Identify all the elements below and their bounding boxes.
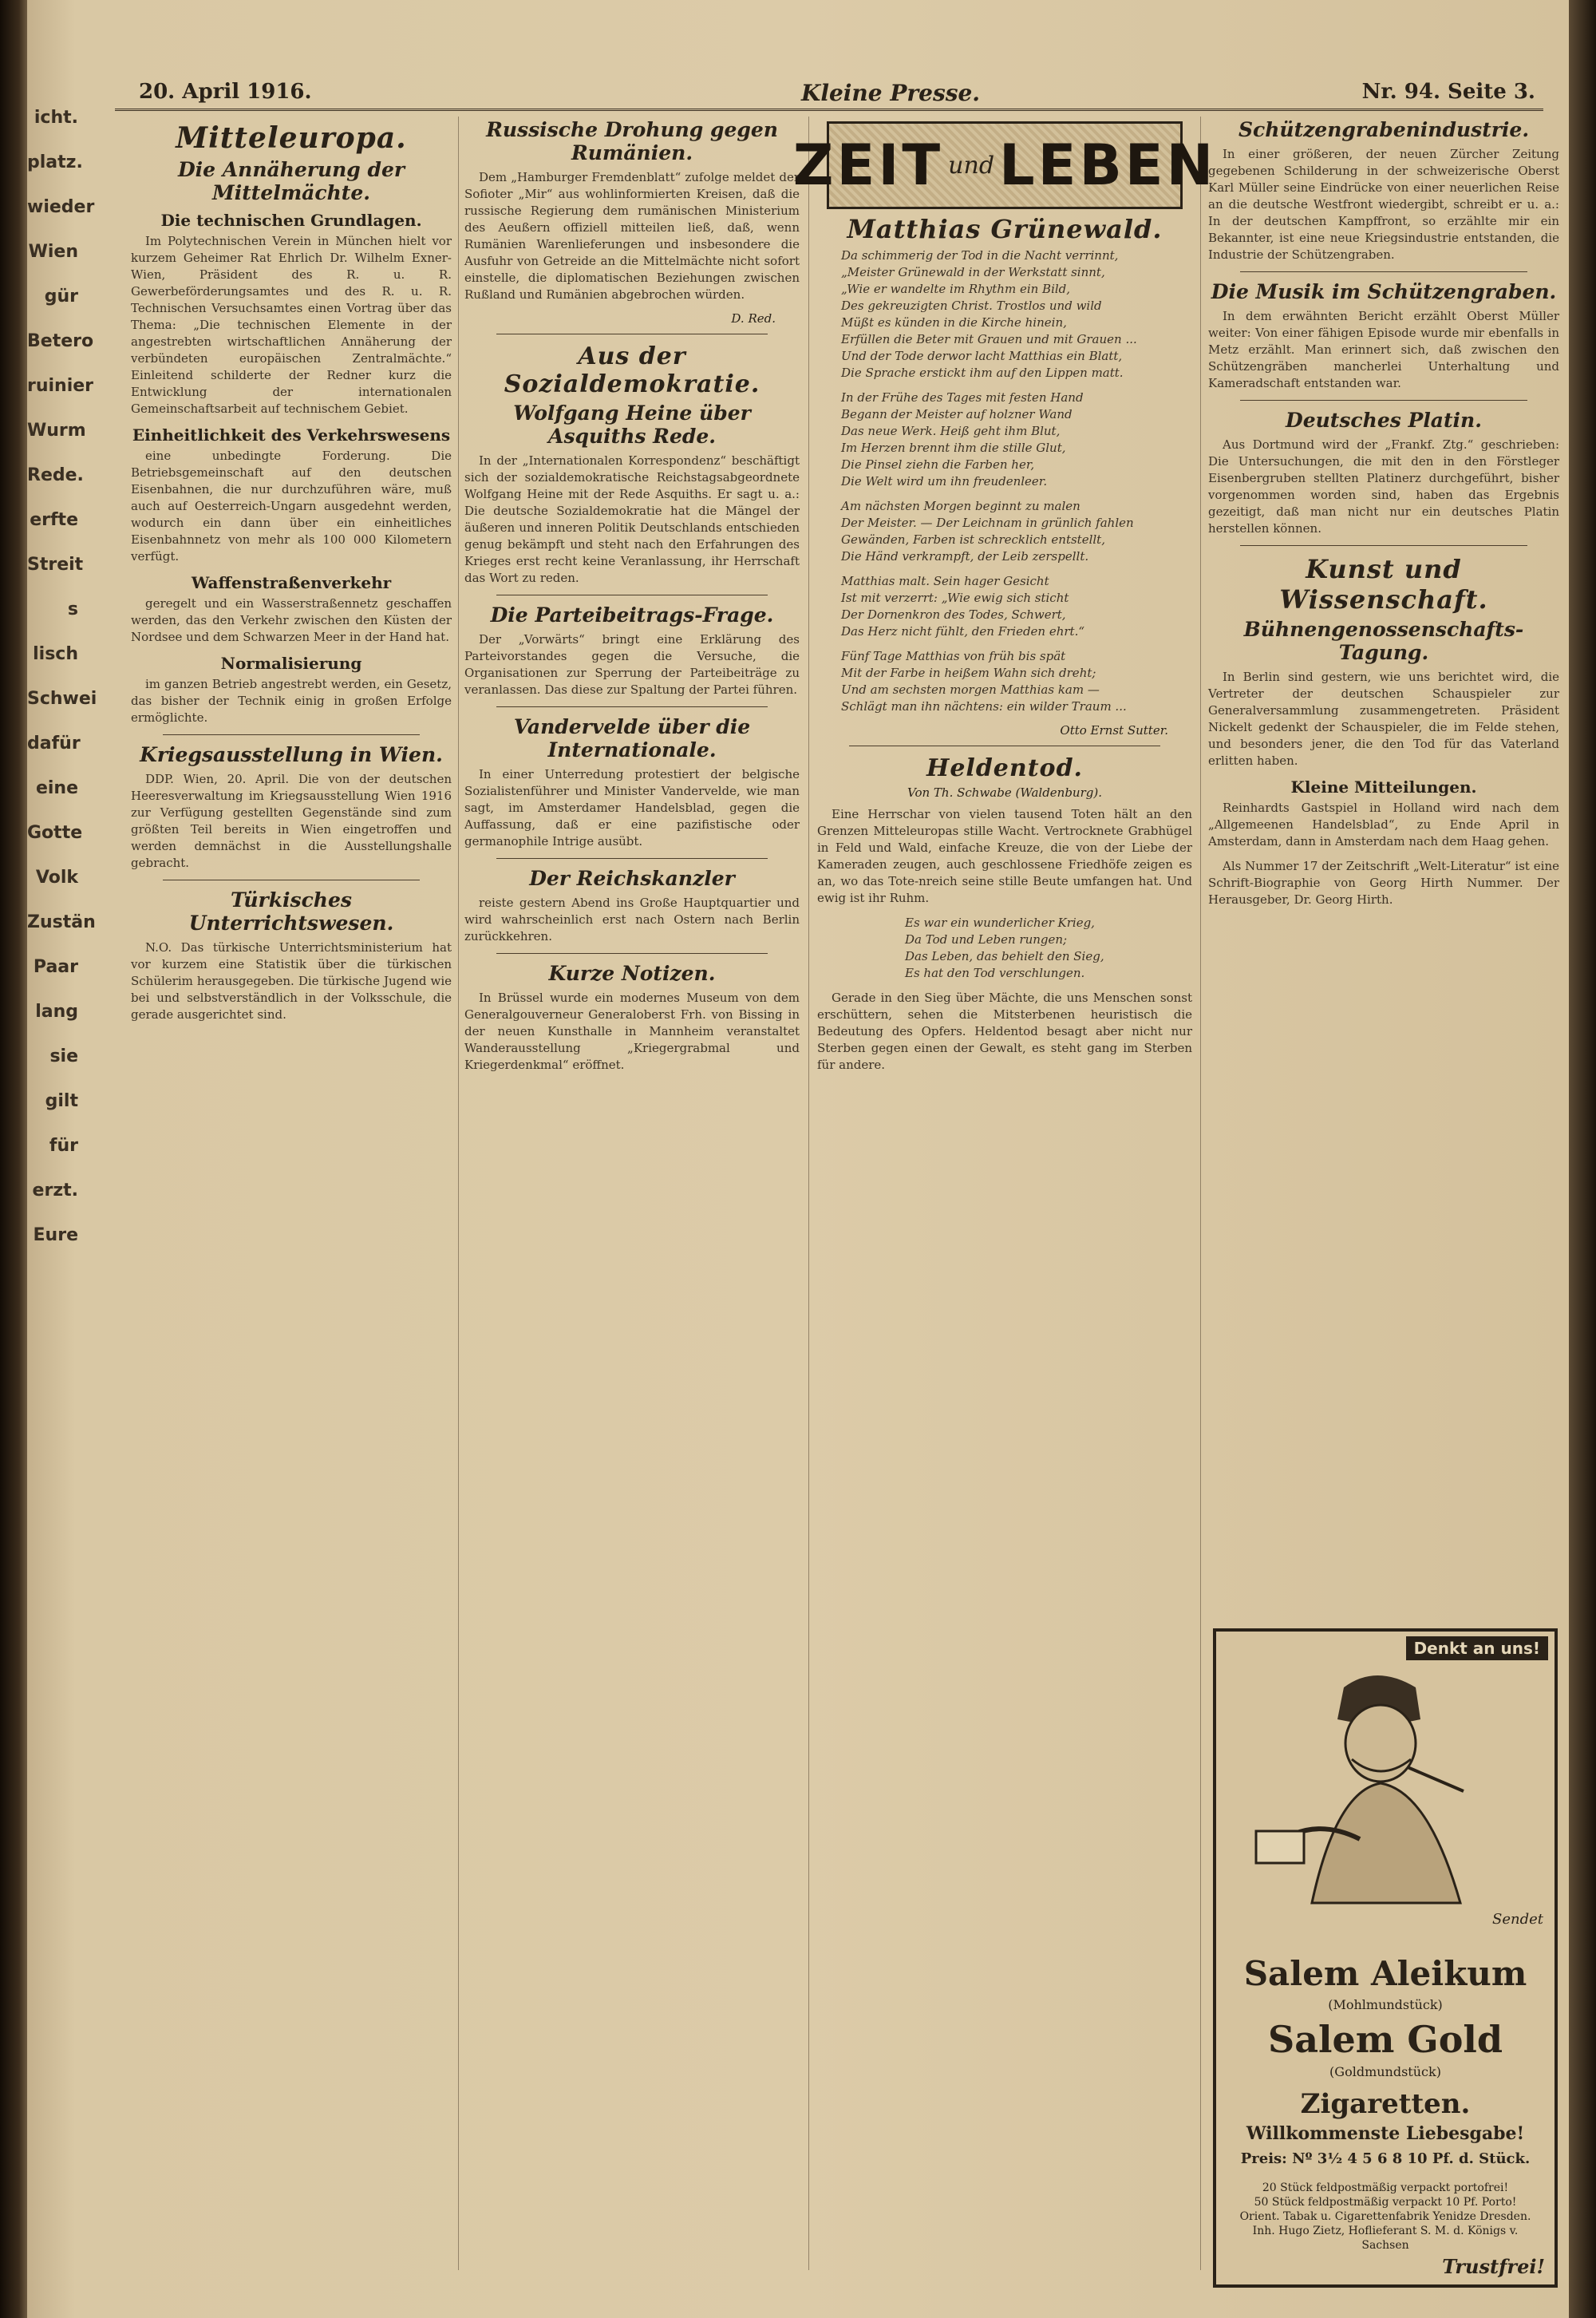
bleed-word: platz.: [27, 152, 83, 172]
poem-line: In der Frühe des Tages mit festen Hand: [841, 390, 1084, 405]
article-paragraph: Als Nummer 17 der Zeitschrift „Welt-Literatur“ ist eine Schrift-Biographie von Georg Hirth Nummer. Der Herausgeber, Dr. Georg Hirth.: [1208, 859, 1559, 907]
poem-stanza: [905, 915, 1192, 982]
bleed-word: s: [67, 599, 78, 619]
article-signature: D. Red.: [731, 311, 776, 326]
page-number: Nr. 94. Seite 3.: [1361, 80, 1535, 104]
poem-line: Des gekreuzigten Christ. Trostlos und wild: [841, 299, 1102, 313]
shipping-line: 20 Stück feldpostmäßig verpackt portofrei!: [1262, 2182, 1509, 2194]
bleed-word: wieder: [27, 197, 95, 217]
article-title: Kurze Notizen.: [548, 962, 716, 985]
poem-line: Am nächsten Morgen beginnt zu malen: [841, 499, 1080, 513]
issue-date: 20. April 1916.: [139, 80, 312, 104]
adjacent-page-bleed: [27, 96, 97, 2251]
newspaper-title: Kleine Presse.: [801, 80, 981, 106]
article-paragraph: In Berlin sind gestern, wie uns berichtet wird, die Vertreter der deutschen Schauspieler zur Generalversammlung zusammengetreten. Präsident Nickelt gedenkt der Schauspieler, die im Felde stehen, und besonders jener, die den Tod für das Vaterland erlitten haben.: [1208, 670, 1559, 768]
logo-word: und: [948, 151, 995, 180]
article-paragraph: Im Polytechnischen Verein in München hielt vor kurzem Geheimer Rat Ehrlich Dr. Wilhelm Exner-Wien, Präsident des R. u. R. Gewerbeförderungsamtes und des R. u. R. Technischen Versuchsamtes einen Vortrag über das Thema: „Die technischen Elemente in der angestrebten wirtschaftlichen Annäherung der verbündeten europäischen Zentralmächte.“ Einleitend schilderte der Redner kurz die Entwicklung der internationalen Gemeinschaftsarbeit auf technischem Gebiet.: [131, 234, 452, 416]
column-rule: [1200, 117, 1201, 2270]
poem-stanza: [841, 498, 1192, 565]
article-author: Von Th. Schwabe (Waldenburg).: [907, 785, 1102, 800]
bleed-word: Schwei: [27, 689, 97, 709]
salem-cigarette-advertisement: [1213, 1628, 1558, 2288]
page-header: [115, 77, 1543, 111]
article-paragraph: N.O. Das türkische Unterrichtsministerium hat vor kurzem eine Statistik über die türkischen Schülerim herausgegeben. Die türkische Jugend wie bei und selbstverständlich in der Volksschule, die gerade ausgerichtet sind.: [131, 940, 452, 1022]
poem-stanza: [841, 247, 1192, 382]
bleed-word: dafür: [27, 734, 81, 754]
product-name: Zigaretten.: [1300, 2088, 1471, 2120]
article-paragraph: In einer Unterredung protestiert der belgische Sozialistenführer und Minister Vandervelde, wie man sagt, im Amsterdamer Handelsblad, gegen die Auffassung, daß er eine pazifistische oder germanophile Intrige ausübt.: [464, 767, 800, 848]
poem-line: Schlägt man ihn nächtens: ein wilder Traum ...: [841, 699, 1127, 714]
section-heading: Normalisierung: [220, 654, 362, 673]
article-paragraph: im ganzen Betrieb angestrebt werden, ein Gesetz, das bisher der Technik einig in großen Erfolge ermöglichte.: [131, 677, 452, 725]
article-title: Die Parteibeitrags-Frage.: [490, 603, 774, 627]
poem-line: Und am sechsten morgen Matthias kam —: [841, 682, 1100, 697]
bleed-word: gür: [44, 287, 78, 307]
article-subtitle: Die Annäherung der Mittelmächte.: [177, 158, 405, 204]
divider: [1240, 545, 1527, 546]
poem-line: Der Dornenkron des Todes, Schwert,: [841, 607, 1066, 622]
poem-line: Fünf Tage Matthias von früh bis spät: [841, 649, 1066, 663]
poem-line: Begann der Meister auf holzner Wand: [841, 407, 1073, 421]
article-paragraph: Eine Herrschar von vielen tausend Toten hält an den Grenzen Mitteleuropas stille Wacht. Vertrocknete Grabhügel in Feld und Wald, einfache Kreuze, die von der Liebe der Kameraden zeugen, auch geschlossene Friedhöfe zeigen es an, wo das Tote-nreich seine stille Beute umfangen hat. Und ewig ist ihr Ruhm.: [817, 807, 1192, 905]
article-paragraph: Gerade in den Sieg über Mächte, die uns Menschen sonst erschüttern, sehen die Mitsterbenen heuristisch die Bedeutung des Opfers. Heldentod besagt aber nicht nur Sterben gegen einen der Gewalt, es steht gang im Sterben für andere.: [817, 991, 1192, 1072]
bleed-word: Gotte: [27, 823, 83, 843]
bleed-word: Betero: [27, 331, 94, 351]
article-paragraph: eine unbedingte Forderung. Die Betriebsgemeinschaft auf den deutschen Eisenbahnen, die nur durchzuführen wäre, muß auch auf Oesterreich-Ungarn ausgedehnt werden, wodurch ein dann über ein einheitliches Eisenbahnnetz von mehr als 100 000 Kilometern verfügt.: [131, 449, 452, 564]
poem-line: Das Leben, das behielt den Sieg,: [905, 949, 1104, 963]
poem-line: Da Tod und Leben rungen;: [905, 932, 1068, 947]
poem-line: Ist mit verzerrt: „Wie ewig sich sticht: [841, 591, 1069, 605]
divider: [163, 734, 420, 735]
article-title: Russische Drohung gegen Rumänien.: [486, 118, 778, 164]
article-subtitle: Wolfgang Heine über Asquiths Rede.: [513, 401, 751, 448]
poem-line: Mit der Farbe in heißem Wahn sich dreht;: [841, 666, 1096, 680]
divider: [1240, 271, 1527, 272]
shipping-line: 50 Stück feldpostmäßig verpackt 10 Pf. Porto!: [1254, 2196, 1517, 2209]
poem-line: Die Welt wird um ihn freudenleer.: [841, 474, 1048, 489]
logo-word: ZEIT: [792, 133, 944, 198]
divider: [496, 706, 768, 707]
poem-line: Und der Tode derwor lacht Matthias ein Blatt,: [841, 349, 1123, 363]
poem-stanza: [841, 573, 1192, 640]
article-title: Deutsches Platin.: [1286, 409, 1482, 432]
ad-sender: Sendet: [1492, 1911, 1543, 1928]
bleed-word: erfte: [30, 510, 78, 530]
price-line: Preis: Nº 3½ 4 5 6 8 10 Pf. d. Stück.: [1240, 2150, 1531, 2167]
bleed-word: gilt: [45, 1091, 78, 1111]
manufacturer: Orient. Tabak u. Cigarettenfabrik Yenidze Dresden. Inh. Hugo Zietz, Hoflieferant S. M. d. Königs v. Sachsen: [1239, 2210, 1531, 2252]
soldier-illustration: [1224, 1663, 1543, 1919]
poem-line: Müßt es künden in die Kirche hinein,: [841, 315, 1067, 330]
poem-signature: Otto Ernst Sutter.: [1060, 723, 1168, 738]
poem-line: Die Sprache erstickt ihm auf den Lippen matt.: [841, 366, 1124, 380]
ad-slogan: Willkommenste Liebesgabe!: [1246, 2123, 1525, 2144]
article-subtitle: Bühnengenossenschafts-Tagung.: [1243, 618, 1524, 664]
bleed-word: ruinier: [27, 376, 94, 396]
poem-line: Es hat den Tod verschlungen.: [905, 966, 1085, 980]
bleed-word: lang: [35, 1002, 78, 1022]
poem-line: Der Meister. — Der Leichnam in grünlich fahlen: [841, 516, 1134, 530]
article-paragraph: In einer größeren, der neuen Zürcher Zeitung gegebenen Schilderung in der schweizerische Oberst Karl Müller seine Eindrücke von einer neuerlichen Reise an die deutsche Westfront wiedergibt, schreibt er u. a.: In der deutschen Kampffront, so erzählte mir ein Bekannter, ist eine neue Kriegsindustrie entstanden, die Industrie der Schützengraben.: [1208, 147, 1559, 262]
poem-line: Die Pinsel ziehn die Farben her,: [841, 457, 1035, 472]
bleed-word: Zustän: [27, 912, 96, 932]
poem-line: Im Herzen brennt ihm die stille Glut,: [841, 441, 1066, 455]
trust-label: Trustfrei!: [1442, 2255, 1545, 2278]
ad-banner: Denkt an uns!: [1406, 1636, 1548, 1660]
poem-line: Das neue Werk. Heiß geht ihm Blut,: [841, 424, 1061, 438]
article-title: Die Musik im Schützengraben.: [1211, 280, 1557, 303]
bleed-word: Streit: [27, 555, 84, 575]
poem-line: Gewänden, Farben ist schrecklich entstellt,: [841, 532, 1105, 547]
bleed-word: Wurm: [27, 421, 86, 441]
article-paragraph: Reinhardts Gastspiel in Holland wird nach dem „Allgemeenen Handelsblad“, zu Ende April in Amsterdam, dann in Amsterdam nach dem Haag gehen.: [1208, 801, 1559, 848]
article-title: Der Reichskanzler: [529, 867, 735, 890]
brand-name: Salem Aleikum: [1243, 1954, 1527, 1993]
bleed-word: eine: [35, 778, 78, 798]
section-heading: Die technischen Grundlagen.: [160, 211, 422, 230]
article-title: Vandervelde über die Internationale.: [513, 715, 751, 761]
section-heading: Waffenstraßenverkehr: [191, 573, 392, 592]
article-paragraph: In dem erwähnten Bericht erzählt Oberst Müller weiter: Von einer fähigen Episode wurde mir ebenfalls in Metz erzählt. Man erinnert sich, daß zwischen den Schützengräben mancherlei Unterhaltung und Kameradschaft entstanden war.: [1208, 309, 1559, 390]
bleed-word: icht.: [34, 108, 78, 128]
bleed-word: erzt.: [32, 1181, 78, 1201]
zeit-und-leben-logo: [792, 121, 1217, 209]
article-paragraph: Aus Dortmund wird der „Frankf. Ztg.“ geschrieben: Die Untersuchungen, die mit den in den Förstleger Eisenbergruben stellten Platinerz durchgeführt, bisher vorgenommen worden sind, haben das Ergebnis gezeitigt, daß man nicht nur ein deutsches Platin herstellen können.: [1208, 437, 1559, 536]
column-rule: [808, 117, 809, 2270]
section-title: Kunst und Wissenschaft.: [1279, 554, 1488, 615]
article-title: Aus der Sozialdemokratie.: [504, 342, 760, 398]
poem-line: Das Herz nicht fühlt, den Frieden ehrt.“: [841, 624, 1085, 639]
article-title: Mitteleuropa.: [176, 121, 407, 155]
divider: [496, 953, 768, 954]
divider: [496, 858, 768, 859]
book-spine: [0, 0, 27, 2318]
bleed-word: Paar: [33, 957, 78, 977]
poem-stanza: [841, 648, 1192, 715]
column-1: [131, 117, 452, 2286]
shipping-info: [1227, 2181, 1543, 2253]
article-paragraph: Dem „Hamburger Fremdenblatt“ zufolge meldet der Sofioter „Mir“ aus wohlinformierten Kreisen, daß die russische Regierung dem rumänischen Ministerium des Aeußern offiziell mitteilen ließ, daß, wenn Rumänien Warenlieferungen und insbesondere die Ausfuhr von Getreide an die Mittelmächte nicht sofort einstelle, die diplomatischen Beziehungen zwischen Rußland und Rumänien abgebrochen würden.: [464, 170, 800, 302]
column-2: [464, 117, 800, 2286]
brand-subtitle: (Mohlmundstück): [1328, 1997, 1443, 2012]
article-title: Türkisches Unterrichtswesen.: [188, 888, 394, 935]
poem-line: Die Händ verkrampft, der Leib zerspellt.: [841, 549, 1089, 564]
article-paragraph: In Brüssel wurde ein modernes Museum von dem Generalgouverneur Generaloberst Frh. von Bissing in der neuen Kunsthalle in Mannheim veranstaltet Wanderausstellung „Kriegergrabmal und Kriegerdenkmal“ eröffnet.: [464, 991, 800, 1072]
poem-line: Erfüllen die Beter mit Grauen und mit Grauen ...: [841, 332, 1137, 346]
section-heading: Einheitlichkeit des Verkehrswesens: [132, 425, 451, 445]
article-title: Heldentod.: [926, 754, 1083, 782]
article-paragraph: DDP. Wien, 20. April. Die von der deutschen Heeresverwaltung im Kriegsausstellung Wien 1916 zur Verfügung gestellten Gegenstände sind zum größten Teil bereits in Wien eingetroffen und werden demnächst in die Ausstellungshalle gebracht.: [131, 772, 452, 870]
bleed-word: sie: [49, 1046, 78, 1066]
poem-line: Es war ein wunderlicher Krieg,: [905, 916, 1095, 930]
article-title: Kriegsausstellung in Wien.: [140, 743, 443, 766]
bleed-word: Volk: [35, 868, 78, 888]
bleed-word: lisch: [33, 644, 78, 664]
poem-line: Da schimmerig der Tod in die Nacht verrinnt,: [841, 248, 1119, 263]
article-paragraph: Der „Vorwärts“ bringt eine Erklärung des Parteivorstandes gegen die Versuche, die Organisationen zur Sperrung der Parteibeiträge zu veranlassen. Das diese zur Spaltung der Partei führen.: [464, 632, 800, 697]
column-rule: [458, 117, 459, 2270]
section-heading: Kleine Mitteilungen.: [1290, 777, 1477, 797]
logo-word: LEBEN: [999, 133, 1217, 198]
article-paragraph: In der „Internationalen Korrespondenz“ beschäftigt sich der sozialdemokratische Reichstagsabgeordnete Wolfgang Heine mit der Rede Asquiths. Er sagt u. a.: Die deutsche Sozialdemokratie hat die Mängel der äußeren und inneren Politik Deutschlands entschieden genug bekämpft und steht nach den Erfahrungen des Krieges erst recht keine Veranlassung, ihr Herrschaft das Wort zu reden.: [464, 453, 800, 585]
brand-name: Salem Gold: [1267, 2018, 1503, 2061]
poem-stanza: [841, 390, 1192, 490]
poem-line: „Wie er wandelte im Rhythm ein Bild,: [841, 282, 1071, 296]
bleed-word: Rede.: [27, 465, 84, 485]
bleed-word: Eure: [33, 1225, 78, 1245]
divider: [1240, 400, 1527, 401]
poem-line: Matthias malt. Sein hager Gesicht: [841, 574, 1049, 588]
bleed-word: Wien: [28, 242, 78, 262]
bleed-word: für: [49, 1136, 78, 1156]
poem-title: Matthias Grünewald.: [847, 214, 1163, 244]
page-edge: [1569, 0, 1596, 2318]
poem-line: „Meister Grünewald in der Werkstatt sinnt,: [841, 265, 1105, 279]
article-paragraph: geregelt und ein Wasserstraßennetz geschaffen werden, das den Verkehr zwischen den Küsten der Nordsee und dem Schwarzen Meer in der Hand hat.: [131, 596, 452, 644]
column-4: [1208, 117, 1559, 1616]
article-paragraph: reiste gestern Abend ins Große Hauptquartier und wird wahrscheinlich erst nach Ostern nach Berlin zurückkehren.: [464, 896, 800, 943]
newspaper-page: [27, 0, 1569, 2318]
brand-subtitle: (Goldmundstück): [1329, 2064, 1441, 2079]
column-3: [792, 117, 1217, 2286]
article-title: Schützengrabenindustrie.: [1238, 118, 1530, 141]
